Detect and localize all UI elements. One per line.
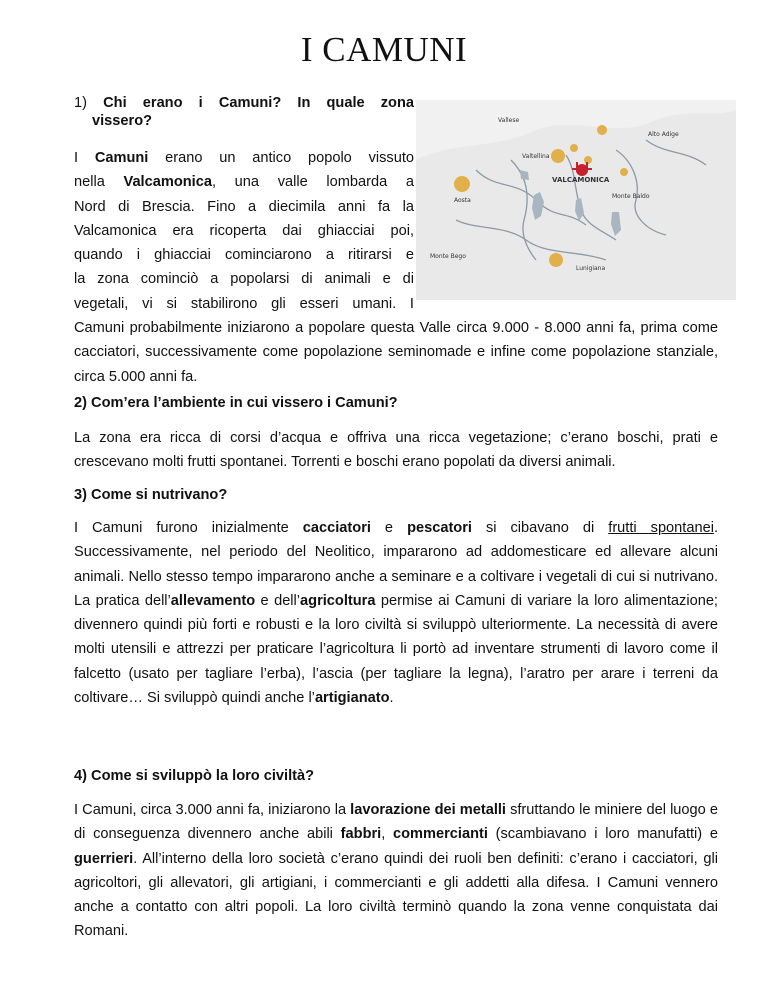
intro-line: nella Valcamonica, una valle lombarda a (74, 174, 415, 191)
vallese-marker (597, 125, 607, 135)
intro-line: I Camuni erano un antico popolo vissuto (74, 150, 414, 166)
label-aosta: Aosta (454, 197, 471, 204)
intro-line: quando i ghiacciai cominciarono a ritirarsi e (74, 247, 414, 264)
section-1-continuation: Camuni probabilmente iniziarono a popolare questa Valle circa 9.000 - 8.000 anni fa, prima come cacciatori, successivamente come popolazione seminomade e infine come popolazione stanziale, circa 5.000 anni fa. (74, 320, 718, 385)
intro-line: Nord di Brescia. Fino a diecimila anni fa la (74, 198, 414, 215)
page-title: I CAMUNI (300, 30, 468, 69)
label-lunigiana: Lunigiana (576, 265, 606, 272)
label-monte-baldo: Monte Baldo (612, 193, 650, 200)
aosta-marker (454, 176, 470, 192)
question-4: 4) Come si sviluppò la loro civiltà? (74, 768, 315, 784)
label-valtellina: Valtellina (522, 153, 550, 160)
section-3-text: I Camuni furono inizialmente cacciatori e pescatori si cibavano di frutti spontanei. Successivamente, nel periodo del Neolitico, impararono ad addomesticare ed allevare alcuni animali. Nello stesso tempo impararono anche a seminare e a coltivare i vegetali di cui si nutrivano. La pratica dell’allevamento e dell’agricoltura permise ai Camuni di variare la loro alimentazione; divennero quindi più forti e robusti e la loro civiltà si sviluppò ulteriormente. La necessità di avere molti utensili e attrezzi per praticare l’agricoltura li portò ad inventare strumenti di lavoro come il falcetto (usato per tagliare l’erba), l’ascia (per tagliare la legna), l’aratro per arare i terreni da coltivare… Si sviluppò quindi anche l’artigianato. (74, 520, 719, 707)
intro-line: Valcamonica era ricoperta dai ghiacciai poi, (74, 222, 414, 239)
question-1-line2: vissero? (92, 113, 153, 129)
section-4-text: I Camuni, circa 3.000 anni fa, iniziarono la lavorazione dei metalli sfruttando le miniere del luogo e di conseguenza divennero anche abili fabbri, commercianti (scambiavano i loro manufatti) e guerrieri. All’interno della loro società c’erano quindi dei ruoli ben definiti: c’erano i cacciatori, gli agricoltori, gli allevatori, gli artigiani, i commercianti e gli addetti alla difesa. I Camuni vennero anche a contatto con altri popoli. La loro civiltà terminò quando la zona venne conquistata dai Romani. (74, 802, 719, 940)
question-number: 1) (74, 95, 87, 111)
lunigiana-marker (549, 253, 563, 267)
label-alto-adige: Alto Adige (648, 131, 679, 138)
intro-line: la zona cominciò a popolarsi di animali e di (74, 271, 414, 288)
valcamonica-map (416, 100, 736, 300)
question-1-line1: Chi erano i Camuni? In quale zona (103, 95, 414, 111)
label-monte-bego: Monte Bego (430, 253, 466, 260)
question-3: 3) Come si nutrivano? (74, 487, 228, 503)
label-valcamonica: VALCAMONICA (552, 176, 610, 184)
section-1-intro (74, 146, 414, 316)
monte-baldo-marker (620, 168, 628, 176)
question-2: 2) Com’era l’ambiente in cui vissero i Camuni? (74, 395, 398, 411)
section-2-text: La zona era ricca di corsi d’acqua e offriva una ricca vegetazione; c’erano boschi, prati e crescevano molti frutti spontanei. Torrenti e boschi erano popolati da diversi animali. (74, 430, 718, 471)
question-1 (74, 95, 414, 129)
intro-line: vegetali, vi si stabilirono gli esseri umani. I (74, 295, 414, 312)
label-vallese: Vallese (498, 117, 520, 124)
valtellina-marker (551, 149, 565, 163)
